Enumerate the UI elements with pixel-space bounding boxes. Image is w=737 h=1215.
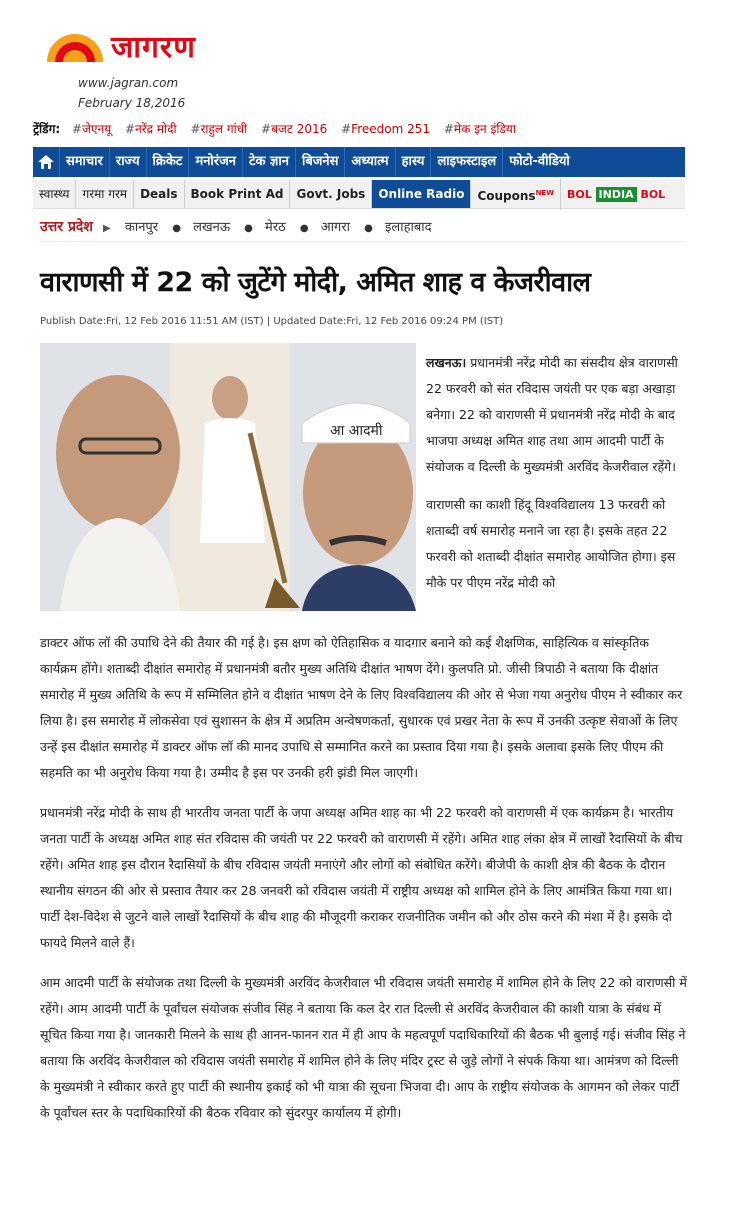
breadcrumb <box>40 217 685 242</box>
lead-paragraph-2: वाराणसी का काशी हिंदू विश्वविद्यालय 13 फरवरी को शताब्दी वर्ष समारोह मनाने जा रहा है। इसके तहत 22 फरवरी को शताब्दी दीक्षांत समारोह आयोजित होगा। इस मौके पर पीएम नरेंद्र मोदी को <box>426 497 676 590</box>
subnav-item-jobs[interactable]: Govt. Jobs <box>290 180 372 208</box>
subnav-item-print-ad[interactable]: Book Print Ad <box>185 180 291 208</box>
lead-paragraph: लखनऊ। प्रधानमंत्री नरेंद्र मोदी का संसदीय क्षेत्र वाराणसी 22 फरवरी को संत रविदास जयंती पर एक बड़ा अखाड़ा बनेगा। 22 को वाराणसी में प्रधानमंत्री नरेंद्र मोदी के बाद भाजपा अध्यक्ष अमित शाह तथा आम आदमी पार्टी के संयोजक व दिल्ली के मुख्यमंत्री अरविंद केजरीवाल रहेंगे। <box>426 355 678 474</box>
new-badge: NEW <box>535 188 554 197</box>
bullet-icon: ● <box>244 223 253 234</box>
breadcrumb-city[interactable]: आगरा <box>320 220 351 235</box>
nav-item-lifestyle[interactable]: लाइफस्टाइल <box>430 147 502 177</box>
nav-item-adhyatm[interactable]: अध्यात्म <box>344 147 394 177</box>
logo-wordmark: जागरण <box>111 30 196 65</box>
nav-item-manoranjan[interactable]: मनोरंजन <box>188 147 242 177</box>
nav-item-samachar[interactable]: समाचार <box>59 147 109 177</box>
article-meta: Publish Date:Fri, 12 Feb 2016 11:51 AM (IST) | Updated Date:Fri, 12 Feb 2016 09:24 PM (IST) <box>40 316 504 327</box>
breadcrumb-city[interactable]: इलाहाबाद <box>385 220 432 235</box>
main-nav <box>33 147 685 177</box>
subnav-item-coupons[interactable]: Coupons$^{NEW}$ <box>471 179 561 210</box>
bol-india-bol-logo[interactable]: BOL INDIA BOL <box>566 187 666 201</box>
nav-item-hasya[interactable]: हास्य <box>395 147 431 177</box>
subnav-item-deals[interactable]: Deals <box>134 180 184 208</box>
chevron-right-icon: ▶ <box>103 223 111 234</box>
subnav-item-online-radio[interactable]: Online Radio <box>372 180 471 208</box>
nav-item-tech[interactable]: टेक ज्ञान <box>242 147 295 177</box>
article-headline: वाराणसी में 22 को जुटेंगे मोदी, अमित शाह व केजरीवाल <box>40 267 591 298</box>
trending-item[interactable]: #जेएनयू <box>71 122 112 136</box>
logo-sun-icon <box>43 32 107 62</box>
article-body <box>40 630 690 1126</box>
trending-item[interactable]: #राहुल गांधी <box>190 122 248 136</box>
trending-label: ट्रेंडिंग: <box>33 122 61 136</box>
breadcrumb-city[interactable]: मेरठ <box>265 220 286 235</box>
article-lead <box>426 350 688 596</box>
site-logo[interactable] <box>43 30 243 70</box>
bullet-icon: ● <box>364 223 373 234</box>
nav-item-business[interactable]: बिजनेस <box>295 147 344 177</box>
bullet-icon: ● <box>172 223 182 234</box>
breadcrumb-state[interactable]: उत्तर प्रदेश <box>40 219 93 235</box>
trending-bar <box>33 120 526 137</box>
subnav-item-garma[interactable]: गरमा गरम <box>76 180 134 208</box>
cap-text: आ आदमी <box>330 423 383 439</box>
nav-item-photo-video[interactable]: फोटो-वीडियो <box>502 147 576 177</box>
dateline: लखनऊ। <box>426 355 467 370</box>
photo-illustration <box>40 343 416 611</box>
bullet-icon: ● <box>299 223 309 234</box>
sub-nav <box>33 180 685 209</box>
nav-item-cricket[interactable]: क्रिकेट <box>146 147 189 177</box>
body-paragraph: डाक्टर ऑफ लॉ की उपाधि देने की तैयार की गई है। इस क्षण को ऐतिहासिक व यादगार बनाने को कई शैक्षणिक, साहित्यिक व सांस्कृतिक कार्यक्रम होंगे। शताब्दी दीक्षांत समारोह में प्रधानमंत्री बतौर मुख्य अतिथि दीक्षांत भाषण देंगे। कुलपति प्रो. जीसी त्रिपाठी ने बताया कि दीक्षांत समारोह में मुख्य अतिथि के रूप में सम्मिलित होने व दीक्षांत भाषण देने के लिए विश्वविद्यालय की ओर से भेजा गया अनुरोध पीएम ने स्वीकार कर लिया है। इस समारोह में लोकसेवा एवं सुशासन के क्षेत्र में अप्रतिम अन्वेषणकर्ता, सुधारक एवं प्रखर नेता के रूप में उनकी उत्कृष्ट सेवाओं के लिए उन्हें इस दीक्षांत समारोह में डाक्टर ऑफ लॉ की मानद उपाधि से सम्मानित करने का प्रस्ताव दिया गया है। इसके अलावा इसके लिए पीएम की सहमति का भी अनुरोध किया गया है। उम्मीद है इस पर उनकी हरी झंडी मिल जाएगी। <box>40 635 683 780</box>
trending-item[interactable]: #नरेंद्र मोदी <box>125 122 177 136</box>
trending-item[interactable]: #मेक इन इंडिया <box>443 122 516 136</box>
article-photo <box>40 343 416 611</box>
body-paragraph: प्रधानमंत्री नरेंद्र मोदी के साथ ही भारतीय जनता पार्टी के जपा अध्यक्ष अमित शाह का भी 22 फरवरी को वाराणसी में एक कार्यक्रम है। भारतीय जनता पार्टी के अध्यक्ष अमित शाह संत रविदास की जयंती पर 22 फरवरी को वाराणसी में रहेंगे। अमित शाह लंका क्षेत्र में लाखों रैदासियों के बीच रहेंगे। अमित शाह इस दौरान रैदासियों के बीच रविदास जयंती मनाएंगे और लोगों को संबोधित करेंगे। बीजेपी के काशी क्षेत्र की बैठक के दौरान स्थानीय संगठन की ओर से प्रस्ताव तैयार कर 28 जनवरी को रविदास जयंती में राष्ट्रीय अध्यक्ष को शामिल होने के लिए आमंत्रित किया गया था। पार्टी देश-विदेश से जुटने वाले लाखों रैदासियों के बीच शाह की मौजूदगी कराकर राजनीतिक जमीन को और ठोस करने की मंशा में है। इसके दो फायदे मिलने वाले हैं। <box>40 805 683 950</box>
body-paragraph: आम आदमी पार्टी के संयोजक तथा दिल्ली के मुख्यमंत्री अरविंद केजरीवाल भी रविदास जयंती समारोह में शामिल होने के लिए 22 को वाराणसी में रहेंगे। आम आदमी पार्टी के पूर्वांचल संयोजक संजीव सिंह ने बताया कि कल देर रात दिल्ली से अरविंद केजरीवाल की काशी यात्रा के संबंध में सूचित किया गया है। जानकारी मिलने के साथ ही आनन-फानन रात में ही आप के महत्वपूर्ण पदाधिकारियों की बैठक भी बुलाई गई। संजीव सिंह ने बताया कि अरविंद केजरीवाल को रविदास जयंती समारोह में शामिल होने के लिए मंदिर ट्रस्ट से जुड़े लोगों ने संपर्क किया था। आमंत्रण को दिल्ली के मुख्यमंत्री ने स्वीकार करते हुए पार्टी की स्थानीय इकाई को भी यात्रा की सूचना भिजवा दी। आप के राष्ट्रीय संयोजक के आगमन को लेकर पार्टी के पूर्वांचल स्तर के पदाधिकारियों की बैठक रविवार को सुंदरपुर कार्यालय में होगी। <box>40 975 687 1120</box>
subnav-item-health[interactable]: स्वास्थ्य <box>33 180 76 208</box>
breadcrumb-city[interactable]: कानपुर <box>124 220 159 235</box>
site-url[interactable]: www.jagran.com <box>78 76 179 90</box>
nav-item-rajya[interactable]: राज्य <box>109 147 146 177</box>
home-icon[interactable] <box>33 147 59 177</box>
trending-item[interactable]: #Freedom 251 <box>341 122 431 136</box>
trending-item[interactable]: #बजट 2016 <box>261 122 328 136</box>
page-date: February 18,2016 <box>78 96 186 110</box>
breadcrumb-city[interactable]: लखनऊ <box>193 220 231 235</box>
